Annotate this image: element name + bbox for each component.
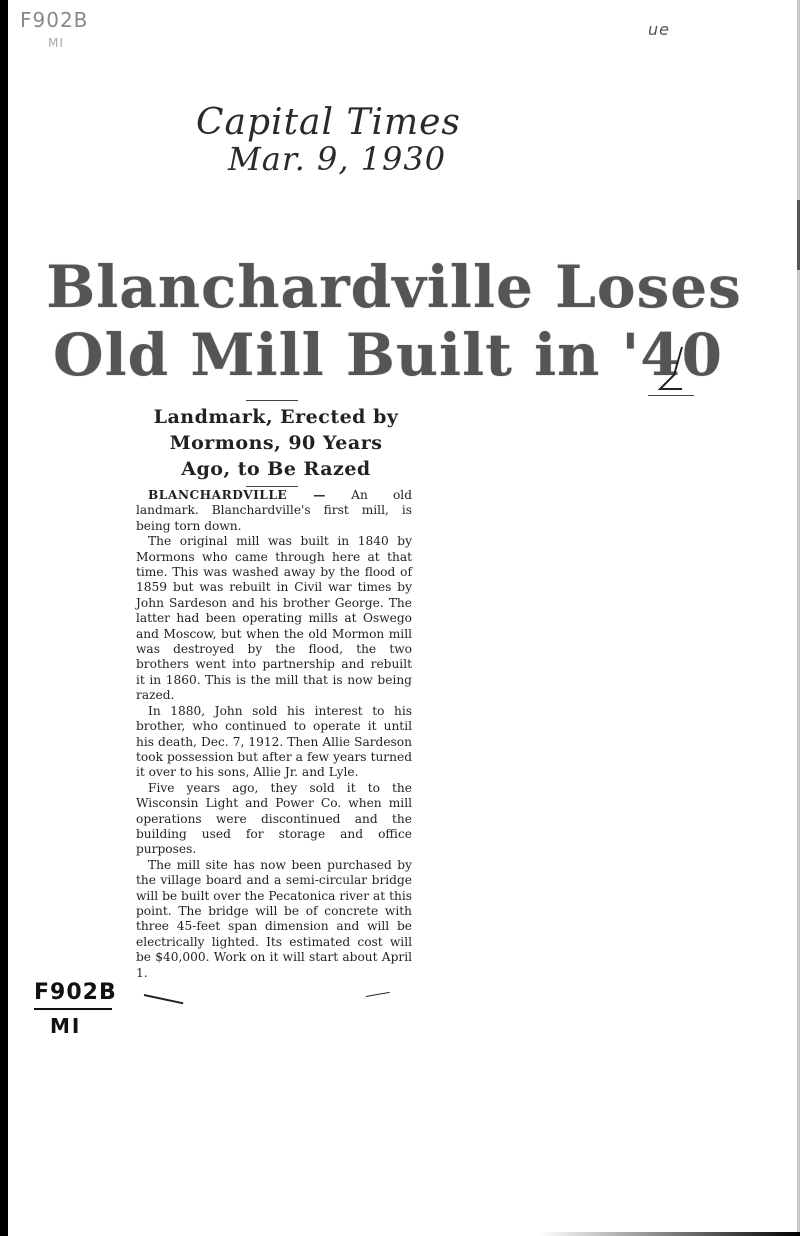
article-body (136, 488, 412, 981)
subhead-line-3: Ago, to Be Razed (181, 458, 371, 480)
paragraph: In 1880, John sold his interest to his brother, who continued to operate it until his death, Dec. 7, 1912. Then Allie Sardeson took possession but after a few years turned it over to his sons, Allie Jr. and Lyle. (136, 703, 412, 780)
dateline: BLANCHARDVILLE — (148, 488, 326, 502)
headline-line-2: Old Mill Built in '40 (53, 321, 723, 389)
pen-underline (144, 994, 184, 1004)
paragraph: The mill site has now been purchased by the village board and a semi-circular bridge will be built over the Pecatonica river at this point. The bridge will be of concrete with three 45-feet span dimension and will be electrically lighted. Its estimated cost will be $40,000. Work on it will start about April 1. (136, 857, 412, 980)
corner-file-sub: MI (48, 36, 64, 50)
paragraph-text: An old landmark. Blanchardville's first mill, is being torn down. (136, 488, 413, 533)
section-divider (246, 486, 298, 487)
file-code-rule (34, 1008, 112, 1010)
scan-left-border (0, 0, 8, 1236)
paragraph: Five years ago, they sold it to the Wisconsin Light and Power Co. when mill operations were discontinued and the building used for storage and office purposes. (136, 780, 412, 857)
handwritten-date: Mar. 9, 1930 (228, 140, 447, 178)
subhead-line-1: Landmark, Erected by (153, 406, 399, 428)
section-divider (246, 400, 298, 401)
headline-line-1: Blanchardville Loses (46, 253, 742, 321)
handwritten-mark: ue (648, 20, 670, 39)
file-code: F902B (34, 980, 117, 1005)
underline-rule (648, 395, 694, 396)
paragraph (136, 488, 412, 534)
scan-bottom-shadow (540, 1232, 800, 1236)
corner-file-code: F902B (20, 8, 89, 32)
paragraph: The original mill was built in 1840 by Mormons who came through here at that time. This was washed away by the flood of 1859 but was rebuilt in Civil war times by John Sardeson and his brother George. The latter had been operating mills at Oswego and Moscow, but when the old Mormon mill was destroyed by the flood, the two brothers went into partnership and rebuilt it in 1860. This is the mill that is now being razed. (136, 534, 412, 703)
subhead-line-2: Mormons, 90 Years (169, 432, 383, 454)
pen-stroke-icon (654, 345, 684, 395)
pen-underline (366, 992, 390, 997)
handwritten-source: Capital Times (196, 102, 461, 143)
file-sub-code: MI (50, 1014, 82, 1038)
